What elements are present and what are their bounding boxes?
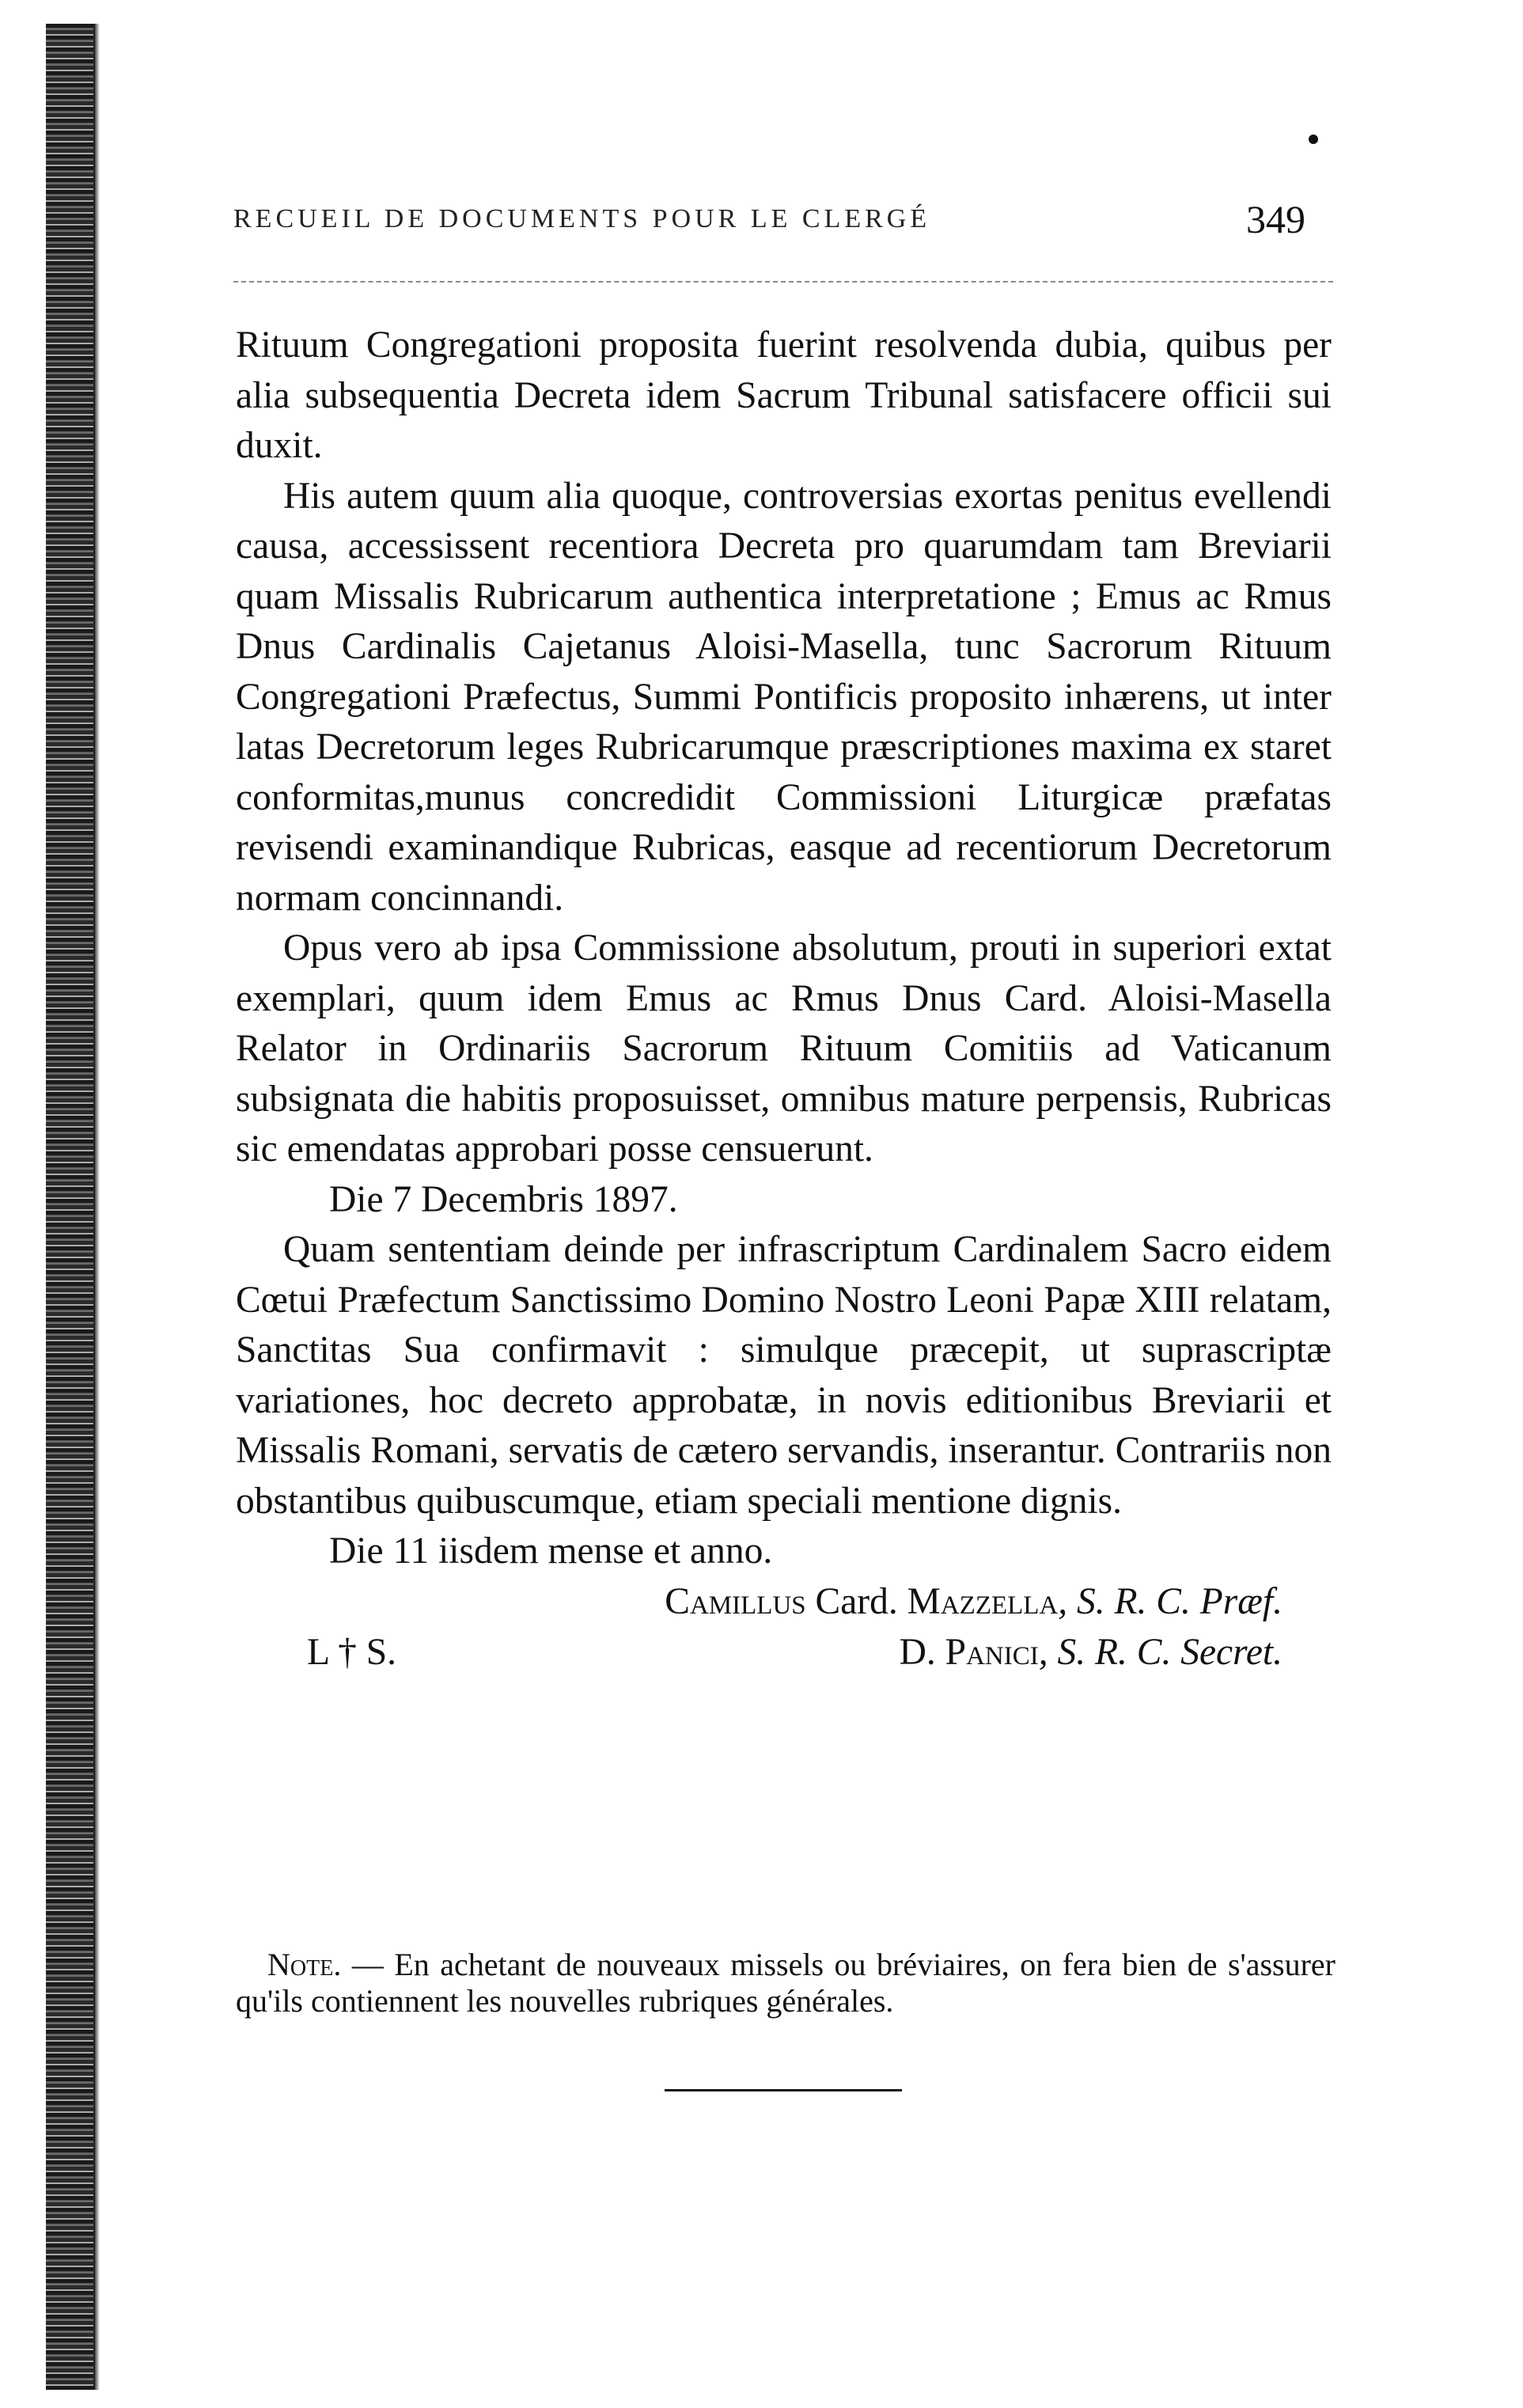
paragraph-4: Quam sententiam deinde per infrascriptum Cardinalem Sacro eidem Cœtui Præfectum Sanctissimo Domino Nostro Leoni Papæ XIII relatam, Sanctitas Sua confirmavit : simulque præcepit, ut suprascriptæ variationes, hoc decreto approbatæ, in novis editionibus Breviarii et Missalis Romani, servatis de cætero servandis, inserantur. Contrariis non obstantibus quibuscumque, etiam speciali mentione dignis. — [236, 1229, 1332, 1522]
secretary-name: D. Panici — [899, 1631, 1039, 1673]
book-binding-edge — [46, 24, 95, 2390]
prefect-title: , S. R. C. Præf. — [1058, 1580, 1282, 1622]
prefect-surname: Mazzella — [907, 1580, 1059, 1622]
header-rule — [233, 281, 1333, 283]
page-number: 349 — [1246, 197, 1305, 241]
ink-dot — [1309, 135, 1318, 144]
end-rule — [665, 2089, 902, 2091]
note-text: — En achetant de nouveaux missels ou bréviaires, on fera bien de s'assurer qu'ils contiennent les nouvelles rubriques générales. — [236, 1947, 1335, 2019]
date-line-1: Die 7 Decembris 1897. — [329, 1178, 678, 1220]
paragraph-2: His autem quum alia quoque, controversias exortas penitus evellendi causa, accessissent recentiora Decreta pro quarumdam tam Breviarii quam Missalis Rubricarum authentica interpretatione ; Emus ac Rmus Dnus Cardinalis Cajetanus Aloisi-Masella, tunc Sacrorum Rituum Congregationi Præfectus, Summi Pontificis proposito inhærens, ut inter latas Decretorum leges Rubricarumque præscriptiones maxima ex staret conformitas,munus concredidit Commissioni Liturgicæ præfatas revisendi examinandique Rubricas, easque ad recentiorum Decretorum normam concinnandi. — [236, 475, 1332, 919]
date-line-2: Die 11 iisdem mense et anno. — [329, 1530, 773, 1572]
signature-line-2 — [236, 1628, 1332, 1678]
footnote — [236, 1947, 1335, 2019]
prefect-card: Card. — [805, 1580, 907, 1622]
running-head: RECUEIL DE DOCUMENTS POUR LE CLERGÉ — [233, 204, 931, 233]
signature-secretary — [900, 1628, 1282, 1678]
paragraph-3: Opus vero ab ipsa Commissione absolutum, prouti in superiori extat exemplari, quum idem Emus ac Rmus Dnus Card. Aloisi-Masella Relator in Ordinariis Sacrorum Rituum Comitiis ad Vaticanum subsignata die habitis proposuisset, omnibus mature perpensis, Rubricas sic emendatas approbari posse censuerunt. — [236, 927, 1332, 1170]
body-text — [236, 320, 1332, 1678]
paragraph-1: Rituum Congregationi proposita fuerint resolvenda dubia, quibus per alia subsequentia Decreta idem Sacrum Tribunal satisfacere officii sui duxit. — [236, 324, 1332, 466]
secretary-title: , S. R. C. Secret. — [1038, 1631, 1282, 1673]
signature-prefect — [665, 1577, 1282, 1628]
signature-line-1 — [236, 1577, 1332, 1628]
note-label: Note. — [267, 1947, 342, 1982]
seal-mark: L † S. — [307, 1631, 397, 1673]
prefect-name: Camillus — [665, 1580, 806, 1622]
